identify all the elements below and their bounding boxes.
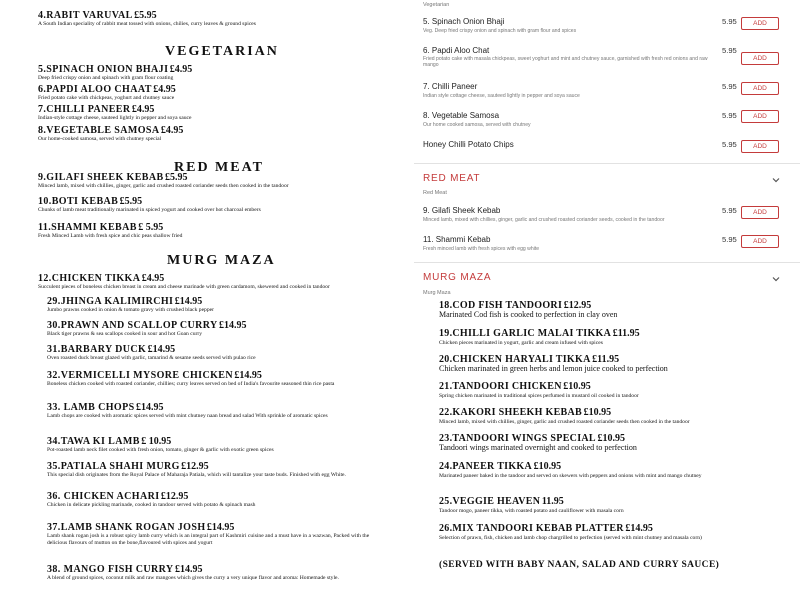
menu-item [47,493,383,509]
item-price: £14.95 [135,402,164,413]
add-button[interactable]: ADD [741,206,779,219]
menu-item-rabit-varuval [38,12,374,28]
item-name: 24.PANEER TIKKA [439,461,533,472]
menu-item [38,275,374,291]
item-desc: Fresh Minced Lamb with fresh spice and chic peas shallow fried [38,233,183,239]
menu-item [38,198,374,214]
item-name: 29.JHINGA KALIMIRCHI [47,296,174,307]
item-desc: Boneless chicken cooked with roasted coriander, chillies; curry leaves served on bed of India's favourite seasoned thin rice pasta [47,381,335,387]
item-name: 38. MANGO FISH CURRY [47,564,174,575]
item-desc: Tandoori wings marinated overnight and cooked to perfection [439,443,637,452]
item-price: £12.95 [160,491,189,502]
menu-item [47,463,383,479]
order-item-name: 8. Vegetable Samosa [423,111,500,120]
item-desc: Chunks of lamb meat traditionally marinated in spiced yogurt and cooked over hot charcoal embers [38,207,261,213]
item-desc: Minced lamb, mixed with chillies, ginger, garlic and crushed roasted coriander seeds then cooked in the tandoor [38,183,289,189]
item-price: £11.95 [612,328,640,339]
item-desc: Fried potato cake with chickpeas, yoghurt and chutney sauce [38,95,175,101]
item-name: 12.CHICKEN TIKKA [38,273,141,284]
menu-image-item [439,498,774,515]
item-desc: A South Indian speciality of rabbit meat tossed with onions, chilies, curry leaves & ground spices [38,21,256,27]
item-desc: Marinated Cod fish is cooked to perfection in clay oven [439,310,618,319]
order-item-desc: Veg. Deep fried crispy onion and spinach with gram flour and spices [423,28,577,34]
order-item-price: 5.95 [722,17,737,26]
menu-item [47,298,383,314]
item-price: £14.95 [174,564,203,575]
menu-image-item [439,330,774,347]
item-price: £11.95 [592,354,620,365]
order-item-price: 5.95 [722,46,737,55]
item-name: 36. CHICKEN ACHARI [47,491,160,502]
item-desc: Indian-style cottage cheese, sauteed lightly in pepper and soya sauce [38,115,192,121]
menu-item [47,404,383,420]
add-button[interactable]: ADD [741,17,779,30]
section-title-murg-maza: MURG MAZA [167,253,276,268]
menu-item [47,346,383,362]
item-name: 4.RABIT VARUVAL [38,10,133,21]
menu-item [38,86,176,102]
menu-item [38,66,192,82]
item-price: £14.95 [219,320,247,331]
item-name: 6.PAPDI ALOO CHAAT [38,84,152,95]
order-item-name: 7. Chilli Paneer [423,82,478,91]
item-price: £10.95 [533,461,562,472]
item-name: 34.TAWA KI LAMB [47,436,140,447]
item-name: 9.GILAFI SHEEK KEBAB [38,172,164,183]
item-name: 26.MIX TANDOORI KEBAB PLATTER [439,523,624,534]
order-item-price: 5.95 [722,140,737,149]
item-price: £10.95 [583,407,612,418]
item-price: 11.95 [541,496,564,507]
item-desc: Lamb shank rogan josh is a robust spicy lamb curry which is an integral part of Kashmiri cuisine and a must have in a wazwan, Packed with the delicious flavours of mutton on the bone,flavoured with spices and yogurt [47,533,370,546]
item-desc: Deep fried crispy onion and spinach with gram flour coating [38,75,174,81]
item-desc: Oven roasted duck breast glazed with garlic, tamarind & sesame seeds served with pulao rice [47,355,256,361]
order-item-price: 5.95 [722,235,737,244]
menu-image-item [439,356,774,374]
item-name: 8.VEGETABLE SAMOSA [38,125,160,136]
item-name: 30.PRAWN AND SCALLOP CURRY [47,320,218,331]
item-price: £4.95 [160,125,184,136]
item-price: £4.95 [153,84,176,95]
item-desc: Tandoor mogo, paneer tikka, with roasted potato and cauliflower with masala corn [439,508,624,514]
item-desc: Jumbo prawns cooked in onion & tomato gravy with crushed black pepper [47,307,214,313]
menu-image-item [439,463,774,480]
menu-item [47,322,383,338]
item-name: 31.BARBARY DUCK [47,344,147,355]
item-price: £10.95 [597,433,625,444]
item-desc: Our home-cooked samosa, served with chutney special [38,136,162,142]
item-desc: Minced lamb, mixed with chillies, ginger, garlic and crushed roasted coriander seeds then cooked in the tandoor [439,419,690,425]
menu-item [47,524,383,547]
divider [414,163,800,164]
item-desc: Spring chicken marinated in traditional spices perfumed in mustard oil cooked in tandoor [439,393,639,399]
item-name: 33. LAMB CHOPS [47,402,135,413]
menu-item [47,438,383,454]
chevron-down-icon[interactable] [771,175,781,185]
menu-image-item [439,409,774,426]
subcategory-label: Murg Maza [423,290,451,296]
order-item-price: 5.95 [722,206,737,215]
item-desc: Black tiger prawns & sea scallops cooked in sour and hot Goan curry [47,331,203,337]
order-item-price: 5.95 [722,111,737,120]
item-price: £4.95 [169,64,193,75]
item-price: £14.95 [625,523,653,534]
item-desc: Chicken in delicate pickling marinade, cooked in tandoor served with potato & spinach mash [47,502,256,508]
menu-item [38,106,191,122]
item-price: £ 10.95 [141,436,172,447]
add-button[interactable]: ADD [741,52,779,65]
item-name: 20.CHICKEN HARYALI TIKKA [439,354,591,365]
item-name: 10.BOTI KEBAB [38,196,119,207]
subcategory-label: Red Meat [423,190,447,196]
category-header-murg-maza[interactable]: MURG MAZA [423,272,492,283]
item-price: £14.95 [206,522,235,533]
item-price: £4.95 [141,273,165,284]
menu-image-item [439,383,774,400]
item-name: 37.LAMB SHANK ROGAN JOSH [47,522,206,533]
item-name: 21.TANDOORI CHICKEN [439,381,562,392]
item-price: £ 5.95 [138,222,164,233]
add-button[interactable]: ADD [741,82,779,95]
menu-item [47,372,383,388]
add-button[interactable]: ADD [741,235,779,248]
category-header-red-meat[interactable]: RED MEAT [423,173,481,184]
item-name: 22.KAKORI SHEEKH KEBAB [439,407,583,418]
add-button[interactable]: ADD [741,110,779,123]
section-title-vegetarian: VEGETARIAN [165,44,279,59]
item-desc: Lamb chops are cooked with aromatic spices served with mint chutney naan bread and salad With sprinkle of aromatic spices [47,413,328,419]
item-name: 19.CHILLI GARLIC MALAI TIKKA [439,328,612,339]
item-price: £5.95 [134,10,157,21]
order-item-name: 11. Shammi Kebab [423,235,491,244]
order-item-name: 5. Spinach Onion Bhaji [423,17,505,26]
item-name: 23.TANDOORI WINGS SPECIAL [439,433,596,444]
item-desc: Pot-roasted lamb neck filet cooked with fresh onion, tomato, ginger & garlic with exotic green spices [47,447,274,453]
item-name: 35.PATIALA SHAHI MURG [47,461,180,472]
order-item-price: 5.95 [722,82,737,91]
item-price: £12.95 [563,300,592,311]
order-item-name: Honey Chilli Potato Chips [423,140,514,149]
order-item-desc: Fresh minced lamb with fresh spices with egg white [423,246,540,252]
section-title-red-meat: RED MEAT [174,160,265,175]
item-price: £12.95 [181,461,209,472]
item-name: 18.COD FISH TANDOORI [439,300,563,311]
order-item-name: 9. Gilafi Sheek Kebab [423,206,501,215]
item-name: 7.CHILLI PANEER [38,104,131,115]
order-item-desc: Minced lamb, mixed with chillies, ginger, garlic and crushed roasted coriander seeds, cooked in the tandoor [423,217,665,223]
divider [414,262,800,263]
order-item-desc: Our home cooked samosa, served with chutney [423,122,531,128]
item-name: 5.SPINACH ONION BHAJI [38,64,169,75]
order-item-desc: Indian style cottage cheese, sauteed lightly in pepper and soya sauce [423,93,580,99]
item-desc: Succulent pieces of boneless chicken breast in cream and cheese marinade with green cardamom, skewered and cooked in tandoor [38,284,330,290]
category-label-vegetarian: Vegetarian [423,2,450,8]
order-item-name: 6. Papdi Aloo Chat [423,46,490,55]
menu-footer-note: (SERVED WITH BABY NAAN, SALAD AND CURRY SAUCE) [439,560,720,570]
menu-item [38,224,374,240]
menu-item [38,127,183,143]
order-panel [414,0,800,600]
item-name: 25.VEGGIE HEAVEN [439,496,541,507]
menu-image-item [439,435,774,453]
menu-image-item [439,525,774,542]
item-name: 32.VERMICELLI MYSORE CHICKEN [47,370,233,381]
item-desc: Chicken pieces marinated in yogurt, garlic and cream infused with spices [439,340,603,346]
item-name: 11.SHAMMI KEBAB [38,222,137,233]
add-button[interactable]: ADD [741,140,779,153]
item-price: £4.95 [131,104,155,115]
item-desc: Chicken marinated in green herbs and lemon juice cooked to perfection [439,364,668,373]
chevron-down-icon[interactable] [771,274,781,284]
menu-image-item [439,302,774,320]
menu-item [47,566,383,582]
menu-item [38,174,374,190]
item-desc: A blend of ground spices, coconut milk and raw mangoes which gives the curry a very unique flavor and aroma: Homemade style. [47,575,339,581]
item-price: £14.95 [147,344,176,355]
item-desc: Marinated paneer baked in the tandoor and served on skewers with peppers and onions with mint and mango chutney [439,473,702,479]
item-price: £14.95 [234,370,262,381]
item-desc: This special dish originates from the Royal Palace of Maharaja Patiala, which will tantalize your taste buds. Finished with egg White. [47,472,346,478]
item-price: £10.95 [563,381,591,392]
order-item-desc: Fried potato cake with masala chickpeas, sweet yoghurt and mint and chutney sauce, garnished with fresh red onions and raw mango [423,56,708,69]
item-price: £14.95 [174,296,203,307]
item-price: £5.95 [164,172,188,183]
item-desc: Selection of prawn, fish, chicken and lamb chop chargrilled to perfection (served with mint chutney and masala corn) [439,535,702,541]
item-price: £5.95 [119,196,143,207]
